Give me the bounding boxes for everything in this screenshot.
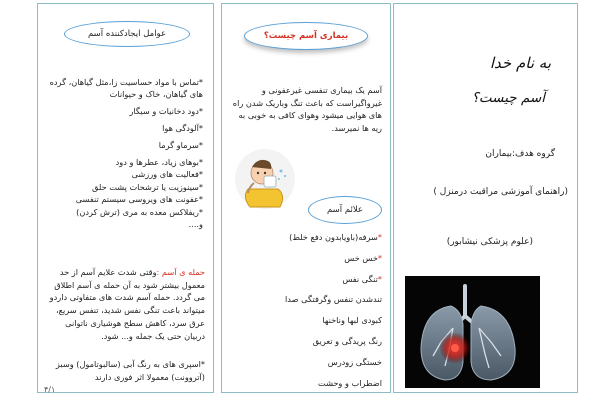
subtitle-question: آسم چیست؟ [471, 90, 545, 106]
list-item: های گیاهان، خاک و حیوانات [109, 89, 203, 100]
list-item: کبودی لبها وناخنها [322, 315, 382, 326]
attack-label: حمله ی آسم : [156, 267, 205, 277]
list-item [232, 273, 382, 294]
university-label: (علوم پزشکی نیشابور) [446, 237, 533, 247]
cover-panel [393, 3, 578, 393]
causes-list [43, 76, 203, 230]
signs-list [232, 231, 382, 397]
definition-paragraph: آسم یک بیماری تنفسی غیرعفونی و غیرواگیراست که باعث تنگ وباریک شدن راه های هوایی میشود وهوای کافی به خوبی به ریه ها نمیرسد. [232, 85, 382, 134]
list-item [232, 231, 382, 252]
medication-paragraph: *اسپری های به رنگ آبی (سالبوتامول) وسبز (آتروونت) معمولا اثر فوری دارند [55, 359, 205, 382]
page-title: به نام خدا [489, 54, 551, 72]
page-number: ۴/۱ [44, 385, 56, 394]
sick-child-illustration [234, 149, 296, 213]
list-item: اضطراب و وحشت [318, 377, 382, 388]
list-item: *عفونت های ویروسی سیستم تنفسی [75, 194, 203, 205]
sign-text: سرفه(باویابدون دفع خلط) [289, 232, 378, 242]
bullet-star: * [377, 273, 382, 284]
list-item: *آلودگی هوا [162, 123, 203, 134]
lungs-illustration [405, 276, 540, 388]
asthma-attack-paragraph [43, 266, 205, 342]
sign-text: خس خس [344, 252, 378, 263]
list-item: تندشدن تنفس وگرفتگی صدا [285, 294, 382, 305]
list-item: *فعالیت های ورزشی [131, 169, 203, 180]
bullet-star: * [377, 232, 382, 242]
list-item [232, 252, 382, 273]
bullet-star: * [377, 252, 382, 263]
attack-text: وقتی شدت علایم آسم از حد معمول بیشتر شود به آن حمله ی آسم اطلاق می گردد. حمله آسم شدت های متفاوتی داردو میتواند باعث تنگی نفس شدید، تنفس سریع، عرق سرد، کاهش سطح هوشیاری ناتوانی دربیان حتی یک جمله و... شود. [49, 267, 205, 341]
guide-label: (راهنمای آموزشی مراقبت درمنزل ) [433, 187, 568, 197]
list-item: *سرماو گرما [158, 140, 203, 151]
list-item: رنگ پریدگی و تعریق [312, 335, 382, 346]
list-item: *بوهای زیاد، عطرها و دود [115, 156, 203, 167]
list-item: *سینوزیت یا ترشحات پشت حلق [92, 181, 203, 192]
definition-panel [221, 3, 391, 393]
signs-header: علائم آسم [308, 196, 382, 224]
causes-header: عوامل ایجادکننده آسم [64, 21, 190, 47]
list-item: *ریفلاکس معده به مری (ترش کردن) [76, 206, 203, 217]
causes-panel [37, 3, 214, 393]
list-item: و.... [188, 218, 203, 229]
list-item: خستگی زودرس [327, 356, 382, 367]
target-group: گروه هدف:بیماران [485, 149, 555, 159]
list-item: *دود دخانیات و سیگار [129, 106, 203, 117]
definition-header: بیماری آسم چیست؟ [244, 22, 368, 50]
sign-text: تنگی نفس [342, 273, 378, 284]
list-item: *تماس با مواد حساسیت زا،مثل گیاهان، گرده [49, 77, 203, 87]
